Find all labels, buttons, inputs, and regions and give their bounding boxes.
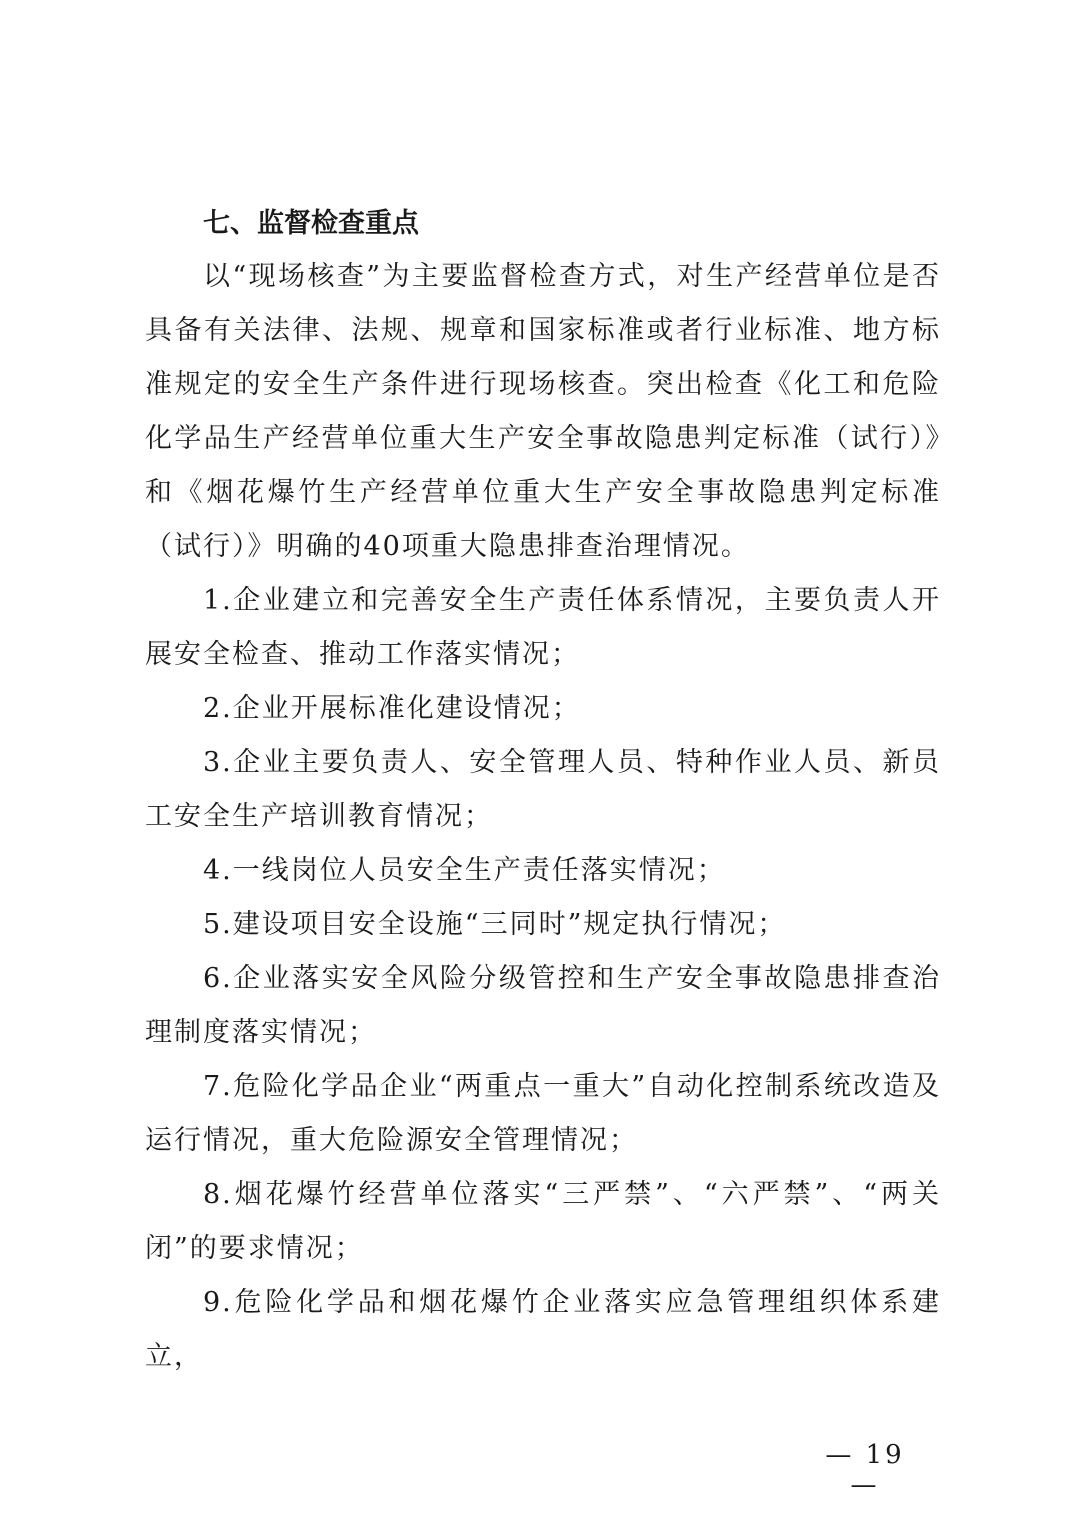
list-item-4: 4.一线岗位人员安全生产责任落实情况； <box>203 855 726 886</box>
page-number: — 19 — <box>825 1440 905 1500</box>
list-item-2: 2.企业开展标准化建设情况； <box>203 693 581 724</box>
list-item-6: 6.企业落实安全风险分级管控和生产安全事故隐患排查治理制度落实情况； <box>145 963 941 1048</box>
list-item-5: 5.建设项目安全设施“三同时”规定执行情况； <box>203 909 787 940</box>
list-item-7: 7.危险化学品企业“两重点一重大”自动化控制系统改造及运行情况，重大危险源安全管理情况； <box>145 1071 941 1156</box>
page-content <box>145 198 941 1384</box>
list-item-8: 8.烟花爆竹经营单位落实“三严禁”、“六严禁”、“两关闭”的要求情况； <box>145 1179 941 1264</box>
list-item-3: 3.企业主要负责人、安全管理人员、特种作业人员、新员工安全生产培训教育情况； <box>145 747 941 832</box>
section-heading: 七、监督检查重点 <box>203 208 419 239</box>
list-item-1: 1.企业建立和完善安全生产责任体系情况，主要负责人开展安全检查、推动工作落实情况； <box>145 585 941 670</box>
intro-paragraph: 以“现场核查”为主要监督检查方式，对生产经营单位是否具备有关法律、法规、规章和国家标准或者行业标准、地方标准规定的安全生产条件进行现场核查。突出检查《化工和危险化学品生产经营单位重大生产安全事故隐患判定标准（试行）》和《烟花爆竹生产经营单位重大生产安全事故隐患判定标准（试行）》明确的40项重大隐患排查治理情况。 <box>145 261 941 562</box>
list-item-9: 9.危险化学品和烟花爆竹企业落实应急管理组织体系建立， <box>145 1287 941 1372</box>
